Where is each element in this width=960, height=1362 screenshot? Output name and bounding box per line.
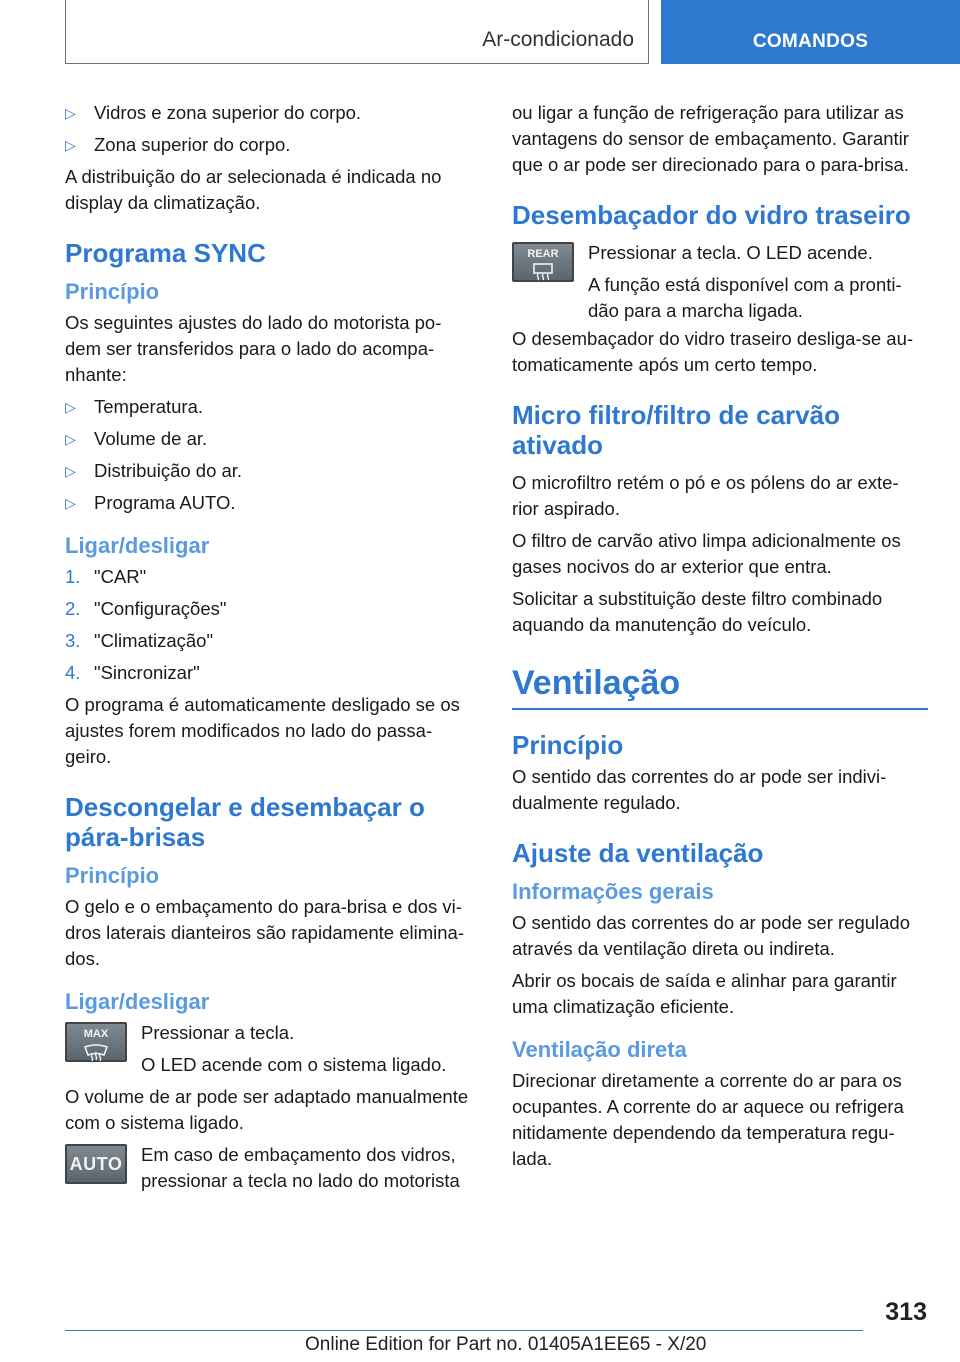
subheading-ligar-desligar: Ligar/desligar [65,989,210,1014]
paragraph: O gelo e o embaçamento do para-brisa e dos vi- dros laterais dianteiros são rapidamente elimina- dos. [65,896,464,969]
max-defrost-key-icon: MAX [65,1022,127,1062]
footer-edition: Online Edition for Part no. 01405A1EE65 - X/20 [305,1334,707,1355]
subheading-principio: Princípio [65,863,160,888]
chapter-tab[interactable] [661,0,960,64]
rear-defrost-key-icon: REAR [512,242,574,282]
heading-principio: Princípio [512,730,624,760]
list-item: ▷ Zona superior do corpo. [65,132,480,158]
paragraph: O sentido das correntes do ar pode ser indivi- dualmente regulado. [512,766,887,813]
heading-sync: Programa SYNC [65,238,266,268]
chapter-label: COMANDOS [752,31,869,52]
step-item: 2. "Configurações" [65,598,227,619]
list-item: ▷ Distribuição do ar. [65,458,480,484]
page-number: 313 [885,1298,927,1326]
triangle-bullet-icon: ▷ [65,463,76,479]
heading-ajuste-ventilacao: Ajuste da ventilação [512,838,764,868]
step-item: 3. "Climatização" [65,630,214,651]
chapter-heading-ventilacao: Ventilação [512,662,928,710]
triangle-bullet-icon: ▷ [65,137,76,153]
triangle-bullet-icon: ▷ [65,431,76,447]
subheading-informacoes-gerais: Informações gerais [512,879,714,904]
paragraph: ou ligar a função de refrigeração para utilizar as vantagens do sensor de embaçamento. Garantir que o ar pode ser direcionado para o para-brisa. [512,102,909,175]
heading-desembacador-traseiro: Desembaçador do vidro traseiro [512,200,911,230]
left-column [65,100,480,1200]
step-item: 4. "Sincronizar" [65,662,200,683]
subheading-ligar-desligar: Ligar/desligar [65,533,210,558]
footer-divider [65,1330,863,1331]
list-item: ▷ Volume de ar. [65,426,480,452]
paragraph: O sentido das correntes do ar pode ser regulado através da ventilação direta ou indireta. [512,912,910,959]
paragraph: Direcionar diretamente a corrente do ar para os ocupantes. A corrente do ar aquece ou refrigera nitidamente dependendo da temperatura regu- lada. [512,1070,904,1169]
paragraph: O volume de ar pode ser adaptado manualmente com o sistema ligado. [65,1086,469,1133]
paragraph: A distribuição do ar selecionada é indicada no display da climatização. [65,166,442,213]
step-item: 1. "CAR" [65,566,147,587]
paragraph: Solicitar a substituição deste filtro combinado aquando da manutenção do veículo. [512,588,883,635]
heading-descongelar: Descongelar e desembaçar o pára-brisas [65,792,425,852]
section-title: Ar-condicionado [482,28,634,51]
subheading-ventilacao-direta: Ventilação direta [512,1037,687,1062]
paragraph: O desembaçador do vidro traseiro desliga-se au- tomaticamente após um certo tempo. [512,328,914,375]
auto-key-icon: AUTO [65,1144,127,1184]
auto-row: AUTO Em caso de embaçamento dos vidros, pressionar a tecla no lado do motorista [65,1142,480,1194]
paragraph: Os seguintes ajustes do lado do motorista po- dem ser transferidos para o lado do acompa- nhante: [65,312,442,385]
heading-filtro: Micro filtro/filtro de carvão ativado [512,400,840,460]
paragraph: O programa é automaticamente desligado se os ajustes forem modificados no lado do passa- geiro. [65,694,460,767]
right-column [512,100,928,1178]
paragraph: Abrir os bocais de saída e alinhar para garantir uma climatização eficiente. [512,970,897,1017]
header-section-box [65,0,649,64]
list-item: ▷ Programa AUTO. [65,490,480,516]
triangle-bullet-icon: ▷ [65,399,76,415]
triangle-bullet-icon: ▷ [65,105,76,121]
triangle-bullet-icon: ▷ [65,495,76,511]
windshield-defrost-icon [83,1043,109,1061]
subheading-principio: Princípio [65,279,160,304]
paragraph: O filtro de carvão ativo limpa adicionalmente os gases nocivos do ar exterior que entra. [512,530,901,577]
list-item: ▷ Temperatura. [65,394,480,420]
paragraph: O microfiltro retém o pó e os pólens do ar exte- rior aspirado. [512,472,899,519]
rear-defrost-row: REAR Pressionar a tecla. O LED acende. A função está disponível com a pronti- dão para a marcha ligada. [512,240,928,324]
max-defrost-row: MAX Pressionar a tecla. O LED acende com o sistema ligado. [65,1020,480,1078]
list-item: ▷ Vidros e zona superior do corpo. [65,100,480,126]
rear-window-defrost-icon [531,263,555,281]
